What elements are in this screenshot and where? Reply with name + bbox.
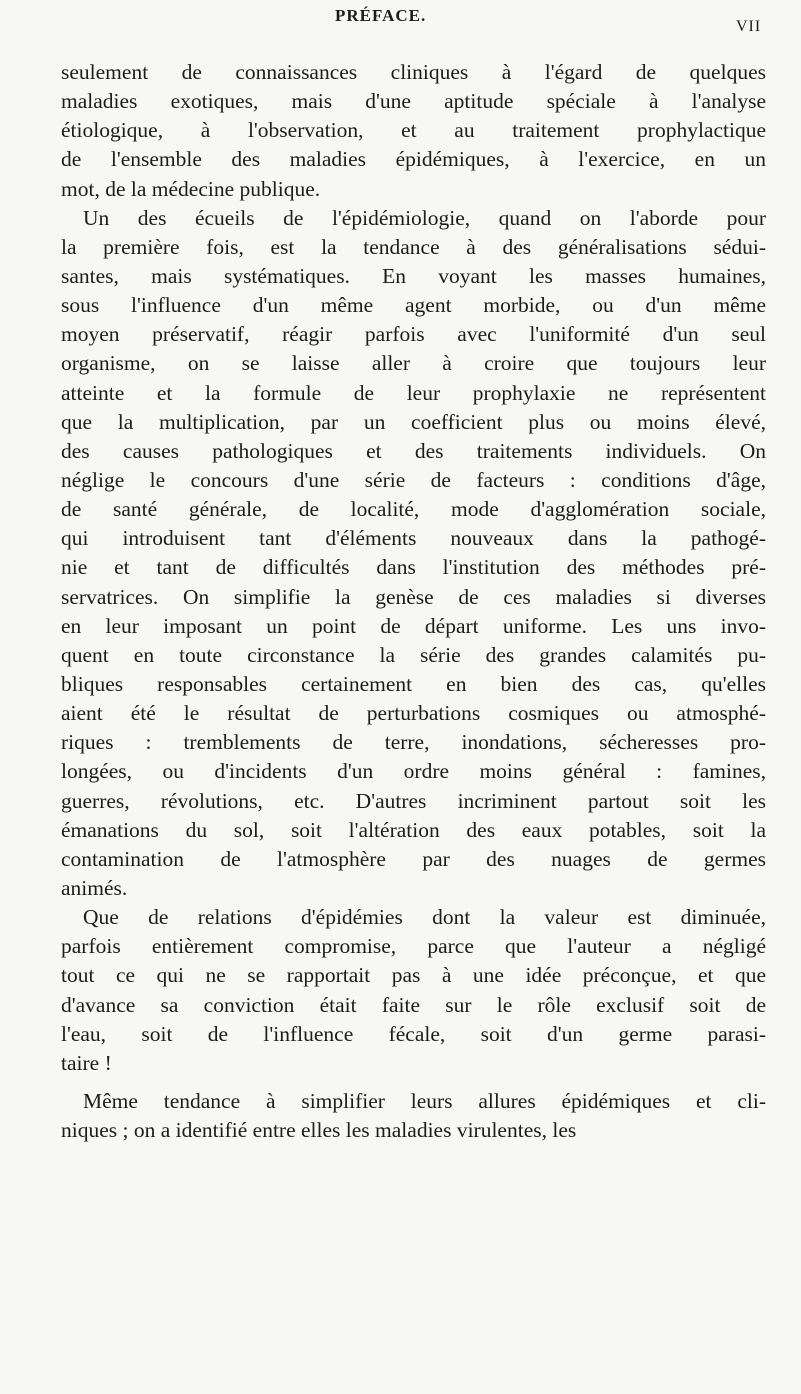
text-line: niques ; on a identifié entre elles les maladies virulentes, les xyxy=(61,1118,577,1143)
text-line: organisme, on se laisse aller à croire que toujours leur xyxy=(61,351,766,376)
text-line: que la multiplication, par un coefficient plus ou moins élevé, xyxy=(61,409,766,434)
text-line: de l'ensemble des maladies épidémiques, à l'exercice, en un xyxy=(61,147,766,172)
running-title: PRÉFACE. xyxy=(335,6,427,25)
text-line: atteinte et la formule de leur prophylaxie ne représentent xyxy=(61,380,766,405)
text-line: aient été le résultat de perturbations cosmiques ou atmosphé- xyxy=(61,701,766,726)
text-line: de santé générale, de localité, mode d'agglomération sociale, xyxy=(61,497,766,522)
text-line: la première fois, est la tendance à des généralisations sédui- xyxy=(61,234,766,259)
text-line: longées, ou d'incidents d'un ordre moins général : famines, xyxy=(61,759,766,784)
text-line: d'avance sa conviction était faite sur le rôle exclusif soit de xyxy=(61,992,766,1017)
text-line: Un des écueils de l'épidémiologie, quand on l'aborde pour xyxy=(83,205,766,230)
text-line: santes, mais systématiques. En voyant les masses humaines, xyxy=(61,263,766,288)
text-line: sous l'influence d'un même agent morbide, ou d'un même xyxy=(61,293,766,318)
text-line: tout ce qui ne se rapportait pas à une idée préconçue, et que xyxy=(61,963,766,988)
text-line: parfois entièrement compromise, parce que l'auteur a négligé xyxy=(61,934,766,959)
text-line: moyen préservatif, réagir parfois avec l'uniformité d'un seul xyxy=(61,322,766,347)
text-line: contamination de l'atmosphère par des nuages de germes xyxy=(61,846,766,871)
text-line: émanations du sol, soit l'altération des eaux potables, soit la xyxy=(61,817,766,842)
paragraph-p3 xyxy=(61,903,766,1078)
paragraph-p4 xyxy=(61,1087,766,1145)
text-line: maladies exotiques, mais d'une aptitude spéciale à l'analyse xyxy=(61,89,766,114)
text-line: néglige le concours d'une série de facteurs : conditions d'âge, xyxy=(61,467,766,492)
text-line: taire ! xyxy=(61,1050,112,1075)
text-line: servatrices. On simplifie la genèse de ces maladies si diverses xyxy=(61,584,766,609)
text-line: guerres, révolutions, etc. D'autres incriminent partout soit les xyxy=(61,788,766,813)
paragraph-gap xyxy=(61,1078,766,1087)
text-line: étiologique, à l'observation, et au traitement prophylactique xyxy=(61,118,766,143)
running-head xyxy=(0,6,801,36)
text-line: quent en toute circonstance la série des grandes calamités pu- xyxy=(61,642,766,667)
text-line: en leur imposant un point de départ uniforme. Les uns invo- xyxy=(61,613,766,638)
text-line: nie et tant de difficultés dans l'institution des méthodes pré- xyxy=(61,555,766,580)
text-line: mot, de la médecine publique. xyxy=(61,176,321,201)
paragraph-p2 xyxy=(61,204,766,903)
paragraph-p1 xyxy=(61,58,766,204)
page-number: VII xyxy=(736,18,762,35)
text-line: seulement de connaissances cliniques à l'égard de quelques xyxy=(61,60,766,84)
text-line: des causes pathologiques et des traitements individuels. On xyxy=(61,438,766,463)
text-line: Que de relations d'épidémies dont la valeur est diminuée, xyxy=(83,905,766,930)
text-line: qui introduisent tant d'éléments nouveaux dans la pathogé- xyxy=(61,526,766,551)
text-line: riques : tremblements de terre, inondations, sécheresses pro- xyxy=(61,730,766,755)
text-line: bliques responsables certainement en bien des cas, qu'elles xyxy=(61,671,766,696)
text-line: l'eau, soit de l'influence fécale, soit d'un germe parasi- xyxy=(61,1021,766,1046)
text-line: Même tendance à simplifier leurs allures épidémiques et cli- xyxy=(83,1088,766,1113)
text-line: animés. xyxy=(61,875,128,900)
body-text xyxy=(61,58,766,1145)
